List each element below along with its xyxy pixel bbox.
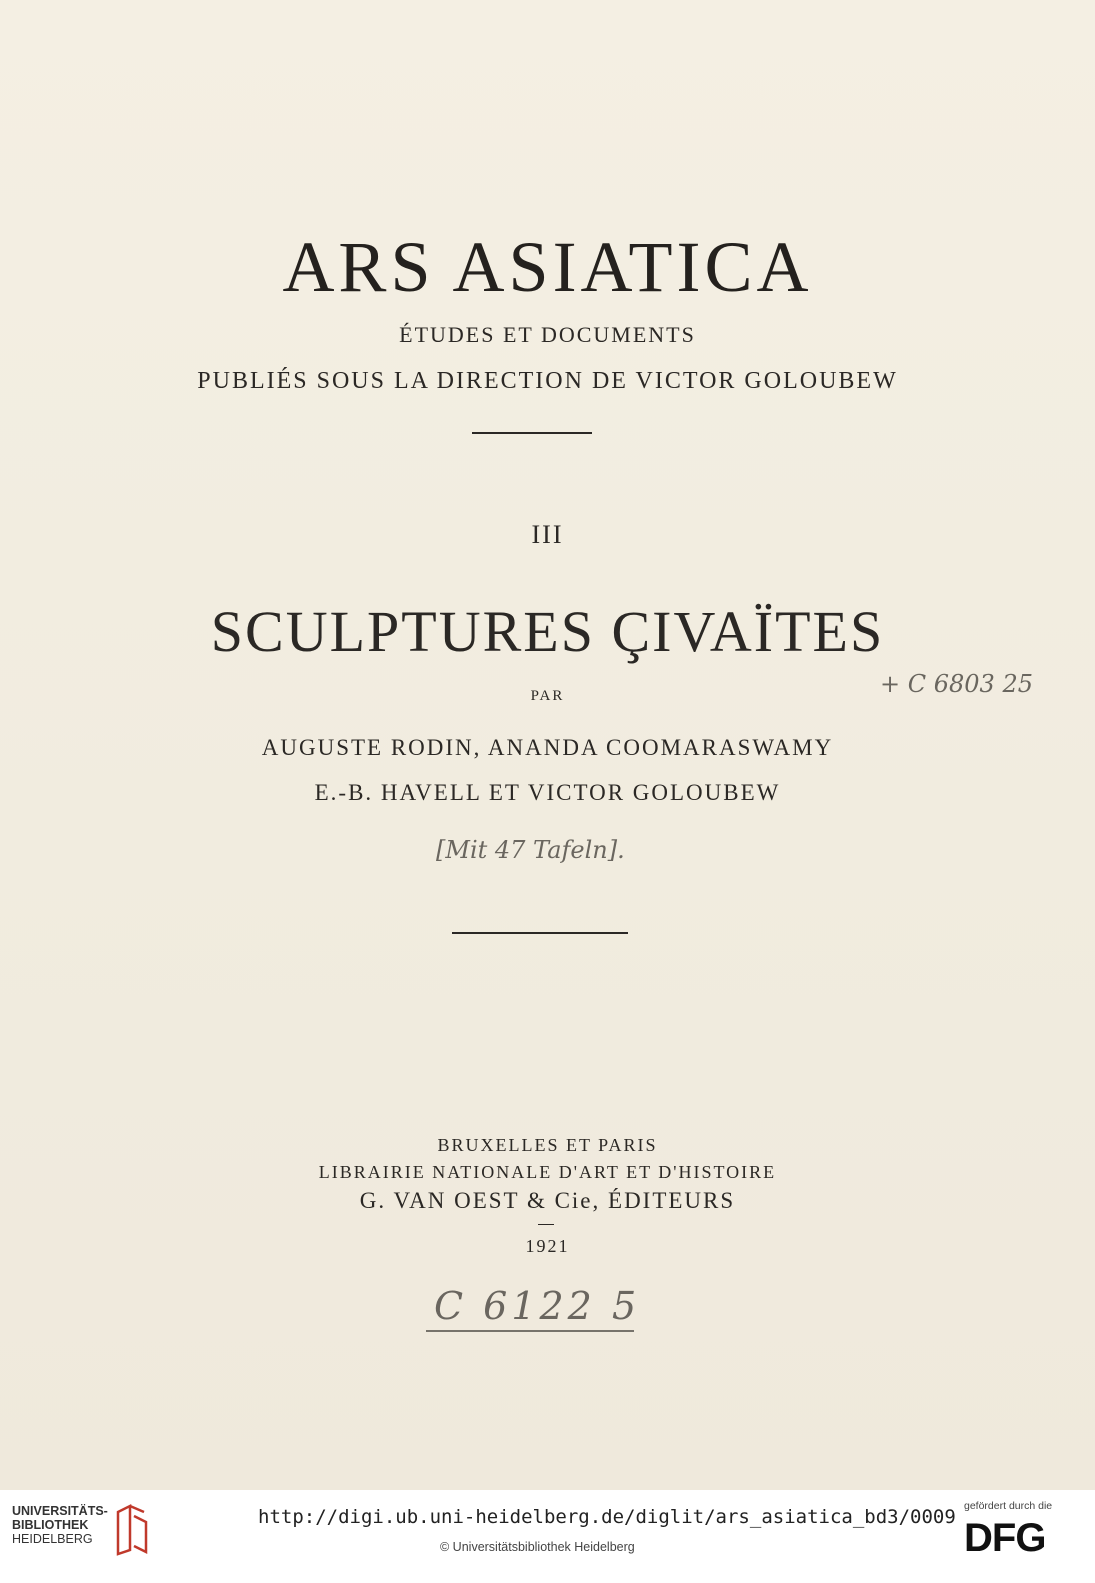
viewer-footer [0,1490,1095,1583]
library-emblem-icon [110,1502,154,1556]
authors-line-2: E.-B. HAVELL ET VICTOR GOLOUBEW [314,780,781,805]
shelfmark-underline [426,1330,634,1332]
by-label: PAR [530,688,565,704]
publication-year: 1921 [525,1236,570,1256]
authors-line-1: AUGUSTE RODIN, ANANDA COOMARASWAMY [261,735,834,760]
series-title: ARS ASIATICA [282,227,813,307]
logo-line-3: HEIDELBERG [12,1532,93,1546]
handwritten-catalog-note: + C 6803 25 [880,670,1033,698]
publisher-name: LIBRAIRIE NATIONALE D'ART ET D'HISTOIRE [318,1162,777,1182]
divider-top [472,432,592,434]
series-editor: PUBLIÉS SOUS LA DIRECTION DE VICTOR GOLOUBEW [197,368,898,394]
handwritten-plates-note: [Mit 47 Tafeln]. [436,836,625,864]
library-logo[interactable] [12,1500,252,1560]
series-subtitle: ÉTUDES ET DOCUMENTS [399,322,696,347]
volume-number: III [531,520,564,549]
publisher-editors: G. VAN OEST & Cie, ÉDITEURS [359,1188,736,1213]
publisher-city: BRUXELLES ET PARIS [437,1135,658,1155]
divider-middle [452,932,628,934]
library-logo-text [12,1504,108,1546]
funding-label: gefördert durch die [964,1500,1053,1512]
work-title: SCULPTURES ÇIVAÏTES [210,599,885,664]
dfg-logo[interactable]: DFG [964,1516,1046,1560]
permalink-url[interactable]: http://digi.ub.uni-heidelberg.de/diglit/ars_asiatica_bd3/0009 [258,1506,956,1528]
handwritten-shelfmark: C 6122 5 [434,1284,641,1328]
divider-small [538,1224,554,1225]
copyright-notice: © Universitätsbibliothek Heidelberg [440,1540,635,1554]
logo-line-2: BIBLIOTHEK [12,1518,89,1532]
logo-line-1: UNIVERSITÄTS- [12,1504,108,1518]
